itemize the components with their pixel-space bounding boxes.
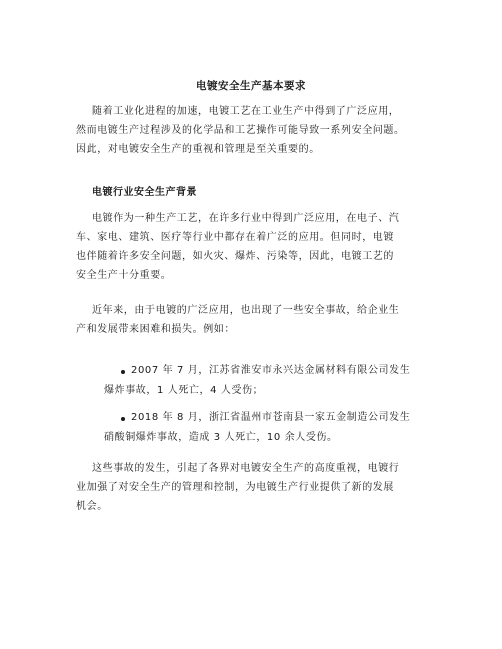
para2-line-2: 产和发展带来困难和损失。例如： bbox=[76, 324, 235, 335]
intro-line-1: 随着工业化进程的加速，电镀工艺在工业生产中得到了广泛应用， bbox=[92, 106, 400, 117]
intro-line-3: 因此，对电镀安全生产的重视和管理是至关重要的。 bbox=[76, 144, 320, 155]
bullet-dot bbox=[121, 370, 125, 374]
bullet-2-line-2: 硝酸铜爆炸事故，造成 3 人死亡，10 余人受伤。 bbox=[104, 432, 338, 443]
bullet-2-line-1: 2018 年 8 月，浙江省温州市苍南县一家五金制造公司发生 bbox=[131, 412, 411, 423]
para1-line-1: 电镀作为一种生产工艺，在许多行业中得到广泛应用，在电子、汽 bbox=[92, 213, 400, 224]
para2-line-1: 近年来，由于电镀的广泛应用，也出现了一些安全事故，给企业生 bbox=[92, 305, 400, 316]
section-heading: 电镀行业安全生产背景 bbox=[92, 187, 197, 198]
para1-line-4: 安全生产十分重要。 bbox=[76, 270, 172, 281]
bullet-dot bbox=[121, 417, 125, 421]
bullet-1-line-2: 爆炸事故，1 人死亡，4 人受伤； bbox=[104, 385, 264, 396]
para1-line-2: 车、家电、建筑、医疗等行业中都存在着广泛的应用。但同时，电镀 bbox=[76, 232, 394, 243]
para1-line-3: 也伴随着许多安全问题，如火灾、爆炸、污染等，因此，电镀工艺的 bbox=[76, 251, 394, 262]
bullet-1-line-1: 2007 年 7 月，江苏省淮安市永兴达金属材料有限公司发生 bbox=[131, 365, 411, 376]
para3-line-1: 这些事故的发生，引起了各界对电镀安全生产的高度重视，电镀行 bbox=[92, 463, 400, 474]
para3-line-3: 机会。 bbox=[76, 501, 108, 512]
document-title: 电镀安全生产基本要求 bbox=[196, 80, 306, 92]
para3-line-2: 业加强了对安全生产的管理和控制，为电镀生产行业提供了新的发展 bbox=[76, 482, 394, 493]
intro-line-2: 然而电镀生产过程涉及的化学品和工艺操作可能导致一系列安全问题。 bbox=[76, 125, 405, 136]
